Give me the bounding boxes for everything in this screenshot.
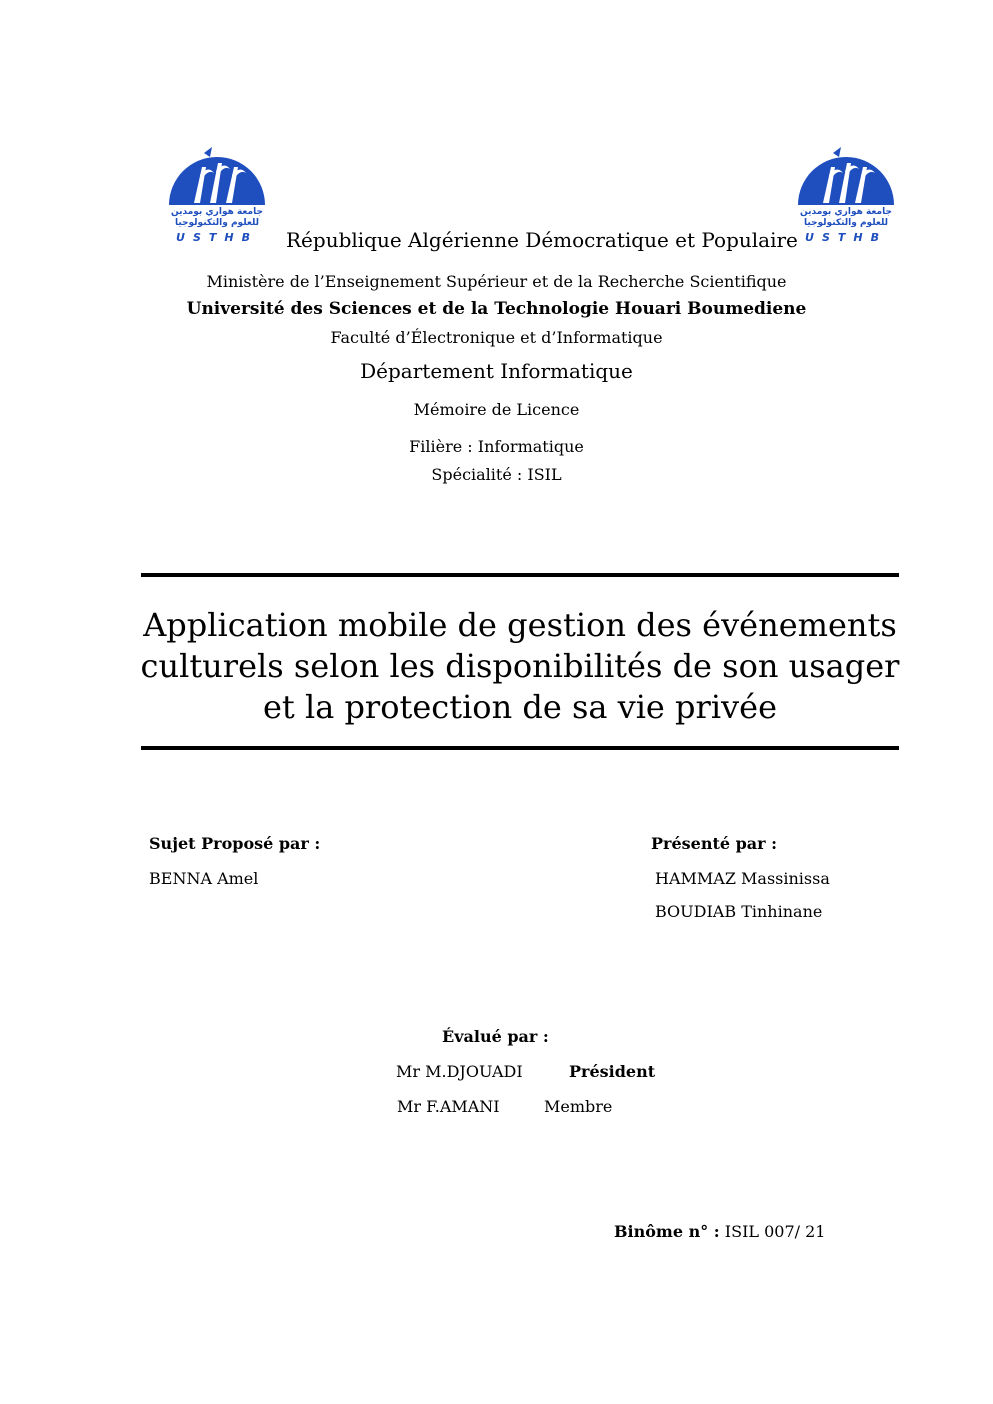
title-top-rule	[141, 573, 899, 577]
title-bottom-rule	[141, 746, 899, 750]
department-line: Département Informatique	[360, 359, 633, 383]
binome-number	[614, 1222, 825, 1241]
jury-label: Évalué par :	[442, 1027, 549, 1046]
ministry-line: Ministère de l’Enseignement Supérieur et de la Recherche Scientifique	[206, 272, 787, 291]
thesis-title-line-2: culturels selon les disponibilités de son usager	[140, 647, 900, 685]
supervisor-label: Sujet Proposé par :	[149, 834, 321, 853]
student-name: BOUDIAB Tinhinane	[655, 902, 823, 921]
thesis-title-line-3: et la protection de sa vie privée	[262, 688, 777, 726]
logo-latin-text: USTHB	[805, 231, 887, 244]
usthb-logo-right	[793, 145, 899, 245]
students-label: Présenté par :	[651, 834, 778, 853]
republic-heading: République Algérienne Démocratique et Populaire	[286, 228, 798, 252]
supervisor-name	[149, 869, 258, 888]
binome-label: Binôme n° :	[614, 1222, 720, 1241]
jury-member-name: Mr M.DJOUADI	[396, 1062, 523, 1081]
student-name: HAMMAZ Massinissa	[655, 869, 830, 888]
jury-member-role: Membre	[544, 1097, 613, 1116]
usthb-emblem-icon	[164, 145, 270, 245]
usthb-emblem-icon	[793, 145, 899, 245]
logo-arabic-text: جامعة هواري بومدين للعلوم والتكنولوجيا	[171, 207, 263, 228]
jury-member-role: Président	[569, 1062, 656, 1081]
university-line: Université des Sciences et de la Technologie Houari Boumediene	[186, 299, 807, 319]
faculty-line: Faculté d’Électronique et d’Informatique	[330, 328, 663, 347]
filiere-line: Filière : Informatique	[409, 437, 584, 456]
specialite-line: Spécialité : ISIL	[431, 465, 562, 484]
thesis-title-line-1: Application mobile de gestion des événements	[143, 606, 897, 644]
memoire-line: Mémoire de Licence	[413, 400, 580, 419]
binome-value: ISIL 007/ 21	[724, 1222, 826, 1241]
usthb-logo-left	[164, 145, 270, 245]
supervisor-name-text: BENNA Amel	[149, 869, 259, 888]
logo-latin-text: USTHB	[176, 231, 258, 244]
jury-member-name: Mr F.AMANI	[397, 1097, 500, 1116]
logo-arabic-text: جامعة هواري بومدين للعلوم والتكنولوجيا	[800, 207, 892, 228]
